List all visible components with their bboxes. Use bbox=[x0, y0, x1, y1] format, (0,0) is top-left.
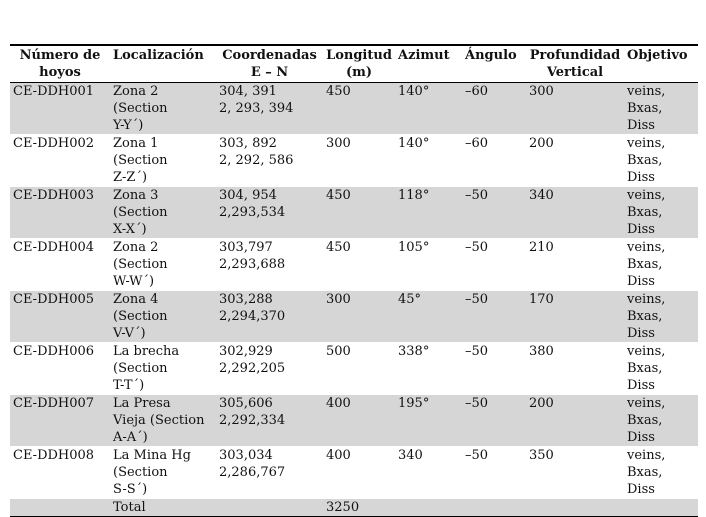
cell-location: Zona 2 (Section Y-Y´) bbox=[110, 83, 216, 135]
table-row bbox=[10, 239, 698, 291]
cell-hole: CE-DDH004 bbox=[10, 239, 110, 291]
cell-location: La Presa Vieja (Section A-A´) bbox=[110, 395, 216, 447]
cell-hole: CE-DDH001 bbox=[10, 83, 110, 135]
cell-target: veins, Bxas, Diss bbox=[624, 395, 698, 447]
cell-depth: 210 bbox=[526, 239, 624, 291]
cell-coordinates: 302,929 2,292,205 bbox=[216, 343, 323, 395]
cell-angle: –50 bbox=[462, 343, 526, 395]
cell-azimuth: 45° bbox=[395, 291, 462, 343]
header-target: Objetivo bbox=[624, 45, 698, 83]
cell-length: 400 bbox=[323, 447, 395, 499]
cell-target: veins, Bxas, Diss bbox=[624, 83, 698, 135]
cell-angle: –60 bbox=[462, 135, 526, 187]
cell-depth: 200 bbox=[526, 135, 624, 187]
cell-depth: 380 bbox=[526, 343, 624, 395]
cell-azimuth: 340 bbox=[395, 447, 462, 499]
header-azimuth: Azimut bbox=[395, 45, 462, 83]
cell-depth: 170 bbox=[526, 291, 624, 343]
table-row bbox=[10, 83, 698, 135]
cell-coordinates: 303,288 2,294,370 bbox=[216, 291, 323, 343]
cell-angle: –50 bbox=[462, 395, 526, 447]
cell-azimuth: 118° bbox=[395, 187, 462, 239]
table-row bbox=[10, 395, 698, 447]
cell-target: veins, Bxas, Diss bbox=[624, 135, 698, 187]
cell-coordinates: 304, 954 2,293,534 bbox=[216, 187, 323, 239]
header-row bbox=[10, 45, 698, 83]
table-row bbox=[10, 447, 698, 499]
table-row bbox=[10, 291, 698, 343]
total-label: Total bbox=[110, 499, 216, 517]
cell-depth: 350 bbox=[526, 447, 624, 499]
header-angle: Ángulo bbox=[462, 45, 526, 83]
cell-angle: –50 bbox=[462, 447, 526, 499]
cell-azimuth: 140° bbox=[395, 135, 462, 187]
header-vertical-depth: Profundidad Vertical bbox=[526, 45, 624, 83]
cell-length: 450 bbox=[323, 83, 395, 135]
cell-length: 450 bbox=[323, 239, 395, 291]
cell-azimuth: 140° bbox=[395, 83, 462, 135]
cell-hole: CE-DDH008 bbox=[10, 447, 110, 499]
cell-location: La brecha (Section T-T´) bbox=[110, 343, 216, 395]
cell-coordinates: 303,797 2,293,688 bbox=[216, 239, 323, 291]
table-row bbox=[10, 135, 698, 187]
cell-length: 300 bbox=[323, 291, 395, 343]
cell-location: La Mina Hg (Section S-S´) bbox=[110, 447, 216, 499]
cell-target: veins, Bxas, Diss bbox=[624, 239, 698, 291]
cell-coordinates: 303, 892 2, 292, 586 bbox=[216, 135, 323, 187]
cell-angle: –50 bbox=[462, 291, 526, 343]
cell-coordinates: 305,606 2,292,334 bbox=[216, 395, 323, 447]
cell-location: Zona 2 (Section W-W´) bbox=[110, 239, 216, 291]
cell-depth: 340 bbox=[526, 187, 624, 239]
header-length: Longitud (m) bbox=[323, 45, 395, 83]
cell-length: 300 bbox=[323, 135, 395, 187]
cell-angle: –50 bbox=[462, 239, 526, 291]
cell-azimuth: 105° bbox=[395, 239, 462, 291]
cell-depth: 300 bbox=[526, 83, 624, 135]
header-hole-number: Número de hoyos bbox=[10, 45, 110, 83]
cell-hole: CE-DDH006 bbox=[10, 343, 110, 395]
header-location: Localización bbox=[110, 45, 216, 83]
cell-target: veins, Bxas, Diss bbox=[624, 187, 698, 239]
cell-location: Zona 1 (Section Z-Z´) bbox=[110, 135, 216, 187]
cell-target: veins, Bxas, Diss bbox=[624, 291, 698, 343]
table-row bbox=[10, 187, 698, 239]
cell-length: 400 bbox=[323, 395, 395, 447]
cell-target: veins, Bxas, Diss bbox=[624, 447, 698, 499]
cell-azimuth: 338° bbox=[395, 343, 462, 395]
cell-angle: –60 bbox=[462, 83, 526, 135]
cell-hole: CE-DDH002 bbox=[10, 135, 110, 187]
drill-holes-table bbox=[10, 44, 698, 517]
cell-depth: 200 bbox=[526, 395, 624, 447]
cell-hole: CE-DDH007 bbox=[10, 395, 110, 447]
cell-angle: –50 bbox=[462, 187, 526, 239]
cell-length: 450 bbox=[323, 187, 395, 239]
cell-hole: CE-DDH003 bbox=[10, 187, 110, 239]
cell-target: veins, Bxas, Diss bbox=[624, 343, 698, 395]
cell-hole: CE-DDH005 bbox=[10, 291, 110, 343]
header-coordinates: Coordenadas E – N bbox=[216, 45, 323, 83]
total-length: 3250 bbox=[323, 499, 395, 517]
cell-length: 500 bbox=[323, 343, 395, 395]
cell-azimuth: 195° bbox=[395, 395, 462, 447]
cell-location: Zona 3 (Section X-X´) bbox=[110, 187, 216, 239]
table-row bbox=[10, 343, 698, 395]
cell-coordinates: 304, 391 2, 293, 394 bbox=[216, 83, 323, 135]
cell-location: Zona 4 (Section V-V´) bbox=[110, 291, 216, 343]
cell-coordinates: 303,034 2,286,767 bbox=[216, 447, 323, 499]
